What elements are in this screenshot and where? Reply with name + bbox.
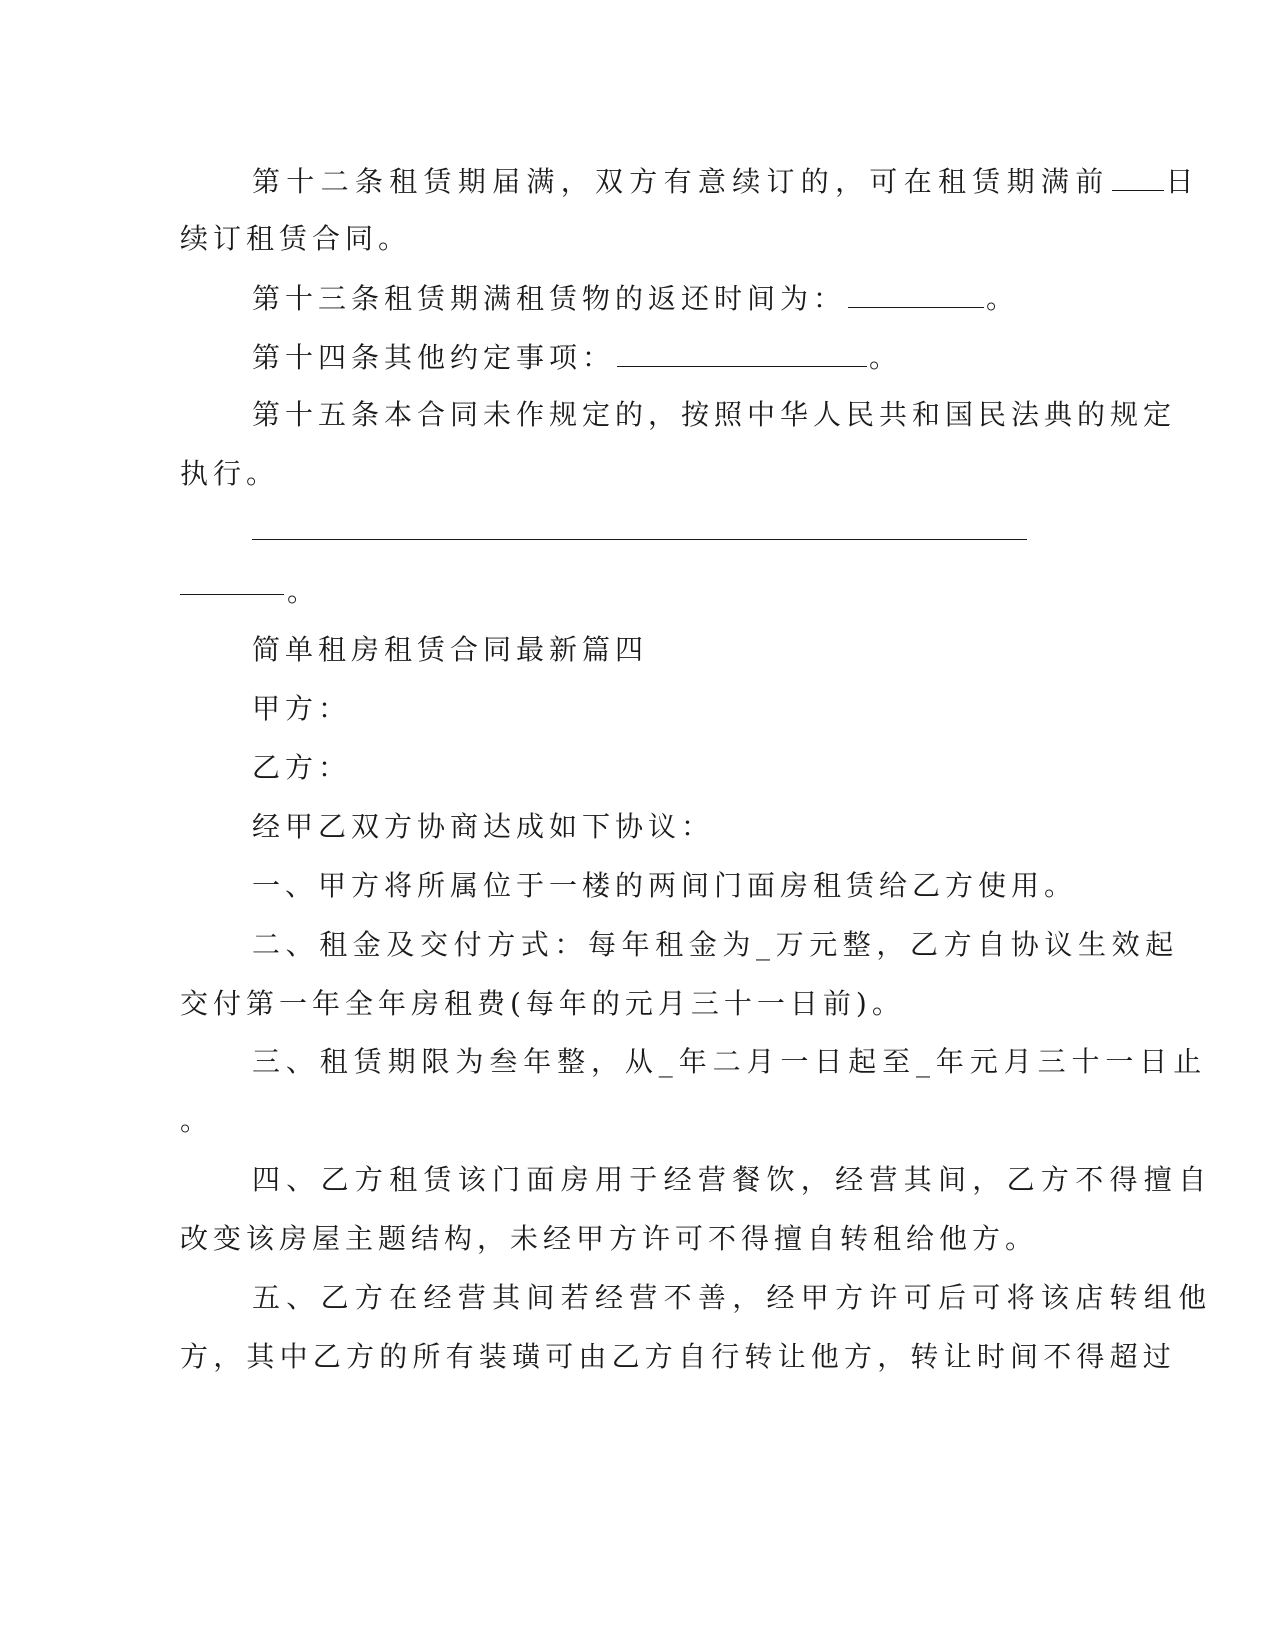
party-a-label: 甲方： <box>252 692 352 725</box>
clause-12-line-1 <box>252 164 1200 199</box>
item-2-line-2: 交付第一年全年房租费(每年的元月三十一日前)。 <box>180 987 905 1020</box>
blank-rule-line-2 <box>180 594 284 595</box>
item-4-line-1: 四、乙方租赁该门面房用于经营餐饮，经营其间，乙方不得擅自 <box>252 1163 1213 1196</box>
blank-rule-line-1 <box>252 539 1027 540</box>
agreement-intro: 经甲乙双方协商达成如下协议： <box>252 810 715 843</box>
clause-14-tail: 。 <box>869 341 903 374</box>
item-5-line-2: 方，其中乙方的所有装璜可由乙方自行转让他方，转让时间不得超过 <box>180 1340 1177 1373</box>
party-b-label: 乙方： <box>252 751 352 784</box>
clause-13-tail: 。 <box>986 282 1020 315</box>
clause-15-line-1: 第十五条本合同未作规定的，按照中华人民共和国民法典的规定 <box>252 398 1177 431</box>
clause-12-line-2: 续订租赁合同。 <box>180 222 412 255</box>
clause-12-text: 第十二条租赁期届满，双方有意续订的，可在租赁期满前 <box>252 165 1110 198</box>
item-1: 一、甲方将所属位于一楼的两间门面房租赁给乙方使用。 <box>252 869 1078 902</box>
item-2-line-1: 二、租金及交付方式：每年租金为_万元整，乙方自协议生效起 <box>252 928 1179 961</box>
item-4-line-2: 改变该房屋主题结构，未经甲方许可不得擅自转租给他方。 <box>180 1222 1039 1255</box>
fill-in-blank <box>1112 164 1164 191</box>
clause-13-text: 第十三条租赁期满租赁物的返还时间为： <box>252 282 847 315</box>
clause-14-text: 第十四条其他约定事项： <box>252 341 616 374</box>
clause-12-tail: 日 <box>1165 165 1200 198</box>
fill-in-blank <box>617 340 867 367</box>
clause-14 <box>252 340 902 375</box>
clause-15-line-2: 执行。 <box>180 457 280 490</box>
blank-paragraph-tail: 。 <box>287 575 321 608</box>
item-3-line-2: 。 <box>180 1104 214 1137</box>
item-3-line-1: 三、租赁期限为叁年整，从_年二月一日起至_年元月三十一日止 <box>252 1045 1208 1078</box>
fill-in-blank <box>848 281 984 308</box>
section-heading: 简单租房租赁合同最新篇四 <box>252 633 649 666</box>
item-5-line-1: 五、乙方在经营其间若经营不善，经甲方许可后可将该店转组他 <box>252 1281 1213 1314</box>
clause-13 <box>252 281 1019 316</box>
